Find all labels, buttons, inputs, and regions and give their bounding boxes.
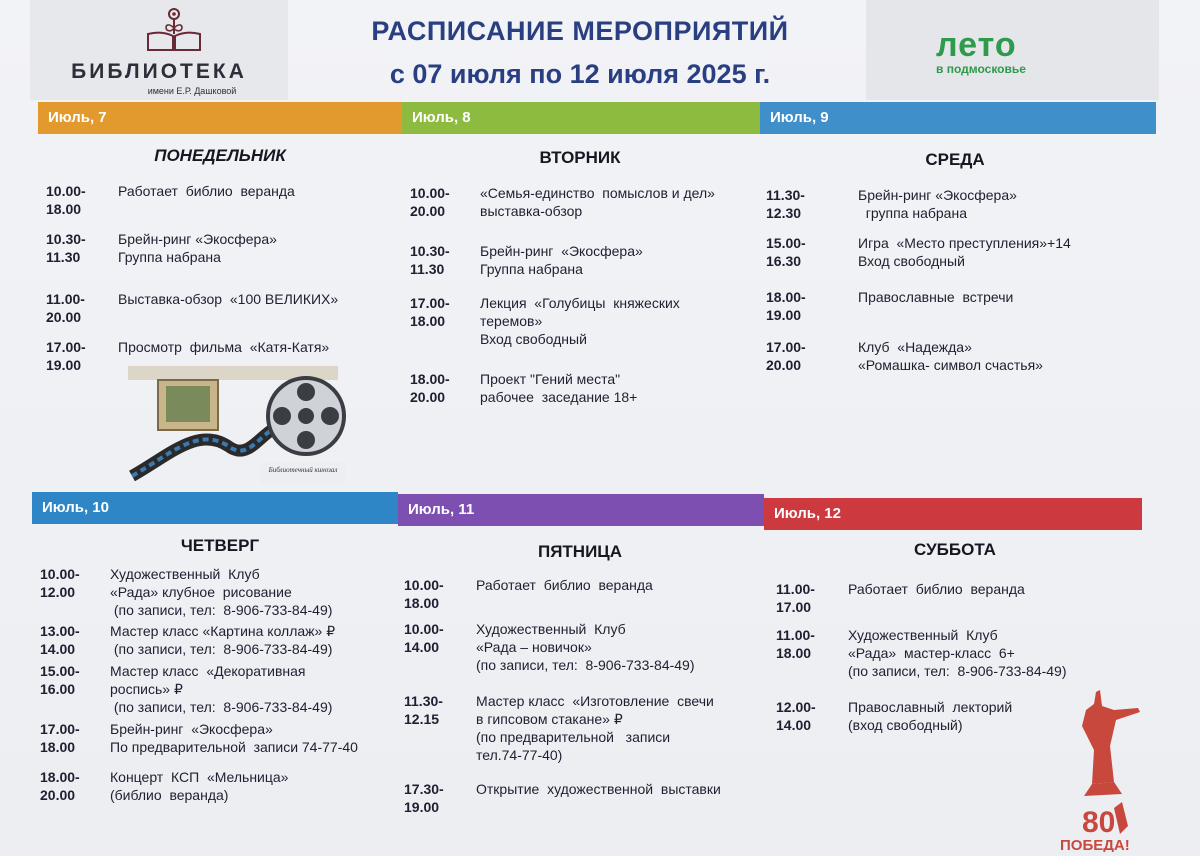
event-time-line: 11.00- (776, 581, 815, 597)
event-description-line: (по записи, тел: 8-906-733-84-49) (848, 663, 1067, 679)
event-time-line: 12.15 (404, 711, 440, 727)
event-description (480, 294, 680, 348)
date-band-wed: Июль, 9 (760, 102, 1156, 134)
event-time (404, 620, 474, 656)
event-description (858, 338, 1043, 374)
event-time-line: 19.00 (766, 307, 802, 323)
event-description-line: Выставка-обзор «100 ВЕЛИКИХ» (118, 291, 339, 307)
event-description-line: Брейн-ринг «Экосфера» (118, 231, 277, 247)
event-description-line: (по записи, тел: 8-906-733-84-49) (476, 657, 695, 673)
event-time (40, 565, 110, 601)
event-time-line: 20.00 (410, 389, 446, 405)
event-description-line: Работает библио веранда (476, 577, 653, 593)
event-description (118, 230, 277, 266)
event-time-line: 11.00- (46, 291, 85, 307)
event-description (476, 780, 721, 798)
event-description-line: (по записи, тел: 8-906-733-84-49) (110, 699, 333, 715)
event-description (110, 768, 288, 804)
event-time-line: 15.00- (40, 663, 80, 679)
event-time-line: 20.00 (40, 787, 76, 803)
event-description-line: (по записи, тел: 8-906-733-84-49) (110, 602, 333, 618)
event-description-line: «Рада» мастер-класс 6+ (848, 645, 1015, 661)
date-band-thu: Июль, 10 (32, 492, 398, 524)
event-description (110, 622, 335, 658)
event-time-line: 14.00 (40, 641, 76, 657)
event-time-line: 10.00- (410, 185, 450, 201)
event-time (46, 182, 116, 218)
event-time-line: 18.00- (766, 289, 806, 305)
event-time (40, 662, 110, 698)
event-time-line: 11.30- (404, 693, 443, 709)
victory-number: 80 (1082, 806, 1116, 839)
event-description (118, 338, 329, 356)
event-description-line: рабочее заседание 18+ (480, 389, 638, 405)
event-time-line: 12.00- (776, 699, 816, 715)
event-description-line: Мастер класс «Картина коллаж» ₽ (110, 623, 336, 639)
event-time (46, 338, 116, 374)
event-description-line: Концерт КСП «Мельница» (110, 769, 289, 785)
event-description (476, 620, 695, 674)
event-time (766, 338, 836, 374)
day-name-fri: ПЯТНИЦА (537, 542, 622, 561)
event-time (40, 720, 110, 756)
event-description-line: Работает библио веранда (118, 183, 295, 199)
event-description-line: (по предварительной записи (476, 729, 671, 745)
victory-text: ПОБЕДА! (1060, 837, 1130, 852)
event-description-line: «Рада» клубное рисование (110, 584, 292, 600)
event-time-line: 11.00- (776, 627, 815, 643)
event-description (118, 290, 338, 308)
summer-logo (866, 0, 1159, 100)
event-description-line: «Ромашка- символ счастья» (858, 357, 1043, 373)
event-time-line: 18.00 (46, 201, 82, 217)
event-time-line: 17.00- (46, 339, 86, 355)
event-time-line: 18.00 (410, 313, 446, 329)
day-name-sat: СУББОТА (914, 540, 996, 559)
event-description (848, 698, 1012, 734)
event-description-line: Художественный Клуб (848, 627, 998, 643)
event-description-line: (библио веранда) (110, 787, 229, 803)
event-description (480, 184, 715, 220)
date-band-mon: Июль, 7 (38, 102, 402, 134)
event-time-line: 17.00- (766, 339, 806, 355)
event-description-line: Православный лекторий (848, 699, 1013, 715)
event-time (404, 576, 474, 612)
title-line-2: с 07 июля по 12 июля 2025 г. (389, 59, 771, 89)
event-time-line: 10.00- (46, 183, 86, 199)
event-time (410, 242, 480, 278)
event-description (476, 576, 653, 594)
event-time-line: 18.00 (40, 739, 76, 755)
event-description-line: Брейн-ринг «Экосфера» (110, 721, 273, 737)
event-time (766, 186, 836, 222)
page-title (300, 14, 860, 94)
event-time-line: 11.30 (410, 261, 445, 277)
event-time (776, 698, 846, 734)
event-description (476, 692, 714, 764)
event-description-line: Брейн-ринг «Экосфера» (480, 243, 643, 259)
event-time-line: 18.00- (40, 769, 80, 785)
event-time (776, 626, 846, 662)
day-name-tue: ВТОРНИК (539, 148, 621, 167)
date-band-tue: Июль, 8 (402, 102, 760, 134)
event-description (110, 720, 358, 756)
event-time-line: 10.00- (40, 566, 80, 582)
event-description (118, 182, 295, 200)
event-time-line: 20.00 (46, 309, 82, 325)
event-description-line: «Семья-единство помыслов и дел» (480, 185, 715, 201)
library-name: БИБЛИОТЕКА (71, 60, 247, 83)
event-description-line: выставка-обзор (480, 203, 583, 219)
day-name-mon: ПОНЕДЕЛЬНИК (154, 146, 286, 165)
event-time (46, 290, 116, 326)
event-description-line: в гипсовом стакане» ₽ (476, 711, 623, 727)
date-band-fri: Июль, 11 (398, 494, 764, 526)
event-description-line: Вход свободный (858, 253, 965, 269)
date-band-sat: Июль, 12 (764, 498, 1142, 530)
event-time (410, 370, 480, 406)
event-time-line: 15.00- (766, 235, 806, 251)
event-time-line: 11.30 (46, 249, 81, 265)
event-description (848, 580, 1025, 598)
event-time-line: 17.00- (40, 721, 80, 737)
film-reel-illustration (128, 366, 348, 486)
event-description-line: Просмотр фильма «Катя-Катя» (118, 339, 330, 355)
event-time-line: 16.00 (40, 681, 76, 697)
event-time-line: 14.00 (776, 717, 812, 733)
summer-logo-word: лето (936, 26, 1017, 64)
event-description (480, 370, 637, 406)
event-description-line: Группа набрана (118, 249, 221, 265)
event-description-line: (вход свободный) (848, 717, 963, 733)
event-time-line: 10.30- (410, 243, 450, 259)
event-time-line: 19.00 (404, 799, 440, 815)
event-time (776, 580, 846, 616)
event-description-line: Открытие художественной выставки (476, 781, 721, 797)
library-logo (30, 0, 288, 100)
event-time-line: 17.00 (776, 599, 812, 615)
title-line-1: РАСПИСАНИЕ МЕРОПРИЯТИЙ (371, 16, 789, 46)
day-name-thu: ЧЕТВЕРГ (180, 536, 260, 555)
event-time (40, 768, 110, 804)
event-description-line: Брейн-ринг «Экосфера» (858, 187, 1017, 203)
event-time-line: 18.00- (410, 371, 450, 387)
event-time-line: 17.30- (404, 781, 444, 797)
event-time-line: 12.00 (40, 584, 76, 600)
event-time-line: 17.00- (410, 295, 450, 311)
library-subtitle: имени Е.Р. Дашковой (147, 86, 237, 96)
event-description (858, 234, 1071, 270)
event-description (110, 662, 332, 716)
event-description (858, 186, 1017, 222)
event-time-line: 14.00 (404, 639, 440, 655)
event-description (110, 565, 332, 619)
event-description (480, 242, 643, 278)
event-time (766, 288, 836, 324)
event-time-line: 20.00 (410, 203, 446, 219)
event-time (404, 692, 474, 728)
event-description-line: Художественный Клуб (476, 621, 626, 637)
event-description-line: тел.74-77-40) (476, 747, 563, 763)
event-time-line: 18.00 (776, 645, 812, 661)
event-time (766, 234, 836, 270)
event-description (858, 288, 1013, 306)
event-time (40, 622, 110, 658)
event-time-line: 13.00- (40, 623, 80, 639)
event-description-line: Проект "Гений места" (480, 371, 621, 387)
event-description-line: (по записи, тел: 8-906-733-84-49) (110, 641, 333, 657)
event-description-line: Игра «Место преступления»+14 (858, 235, 1071, 251)
event-time-line: 16.30 (766, 253, 802, 269)
event-time (410, 294, 480, 330)
event-description-line: Мастер класс «Декоративная (110, 663, 306, 679)
event-time-line: 10.00- (404, 577, 444, 593)
summer-logo-subtitle: в подмосковье (936, 62, 1026, 76)
event-time-line: 18.00 (404, 595, 440, 611)
event-description-line: Работает библио веранда (848, 581, 1025, 597)
event-time-line: 11.30- (766, 187, 805, 203)
event-description-line: группа набрана (858, 205, 967, 221)
event-description-line: Вход свободный (480, 331, 587, 347)
day-name-wed: СРЕДА (925, 150, 985, 169)
event-description-line: Группа набрана (480, 261, 583, 277)
event-time (46, 230, 116, 266)
event-time-line: 19.00 (46, 357, 82, 373)
event-description-line: роспись» ₽ (110, 681, 183, 697)
event-description-line: По предварительной записи 74-77-40 (110, 739, 358, 755)
event-description-line: «Рада – новичок» (476, 639, 592, 655)
event-description-line: Православные встречи (858, 289, 1014, 305)
event-description-line: теремов» (480, 313, 543, 329)
event-time-line: 10.30- (46, 231, 86, 247)
event-description-line: Художественный Клуб (110, 566, 260, 582)
event-description-line: Клуб «Надежда» (858, 339, 972, 355)
event-time-line: 12.30 (766, 205, 802, 221)
event-time-line: 20.00 (766, 357, 802, 373)
victory-80-emblem (1052, 686, 1152, 852)
event-description-line: Лекция «Голубицы княжеских (480, 295, 680, 311)
event-time-line: 10.00- (404, 621, 444, 637)
event-description-line: Мастер класс «Изготовление свечи (476, 693, 714, 709)
film-caption: Библиотечный кинозал (268, 466, 338, 474)
event-time (410, 184, 480, 220)
event-time (404, 780, 474, 816)
library-book-flower-icon (134, 6, 214, 52)
event-description (848, 626, 1067, 680)
